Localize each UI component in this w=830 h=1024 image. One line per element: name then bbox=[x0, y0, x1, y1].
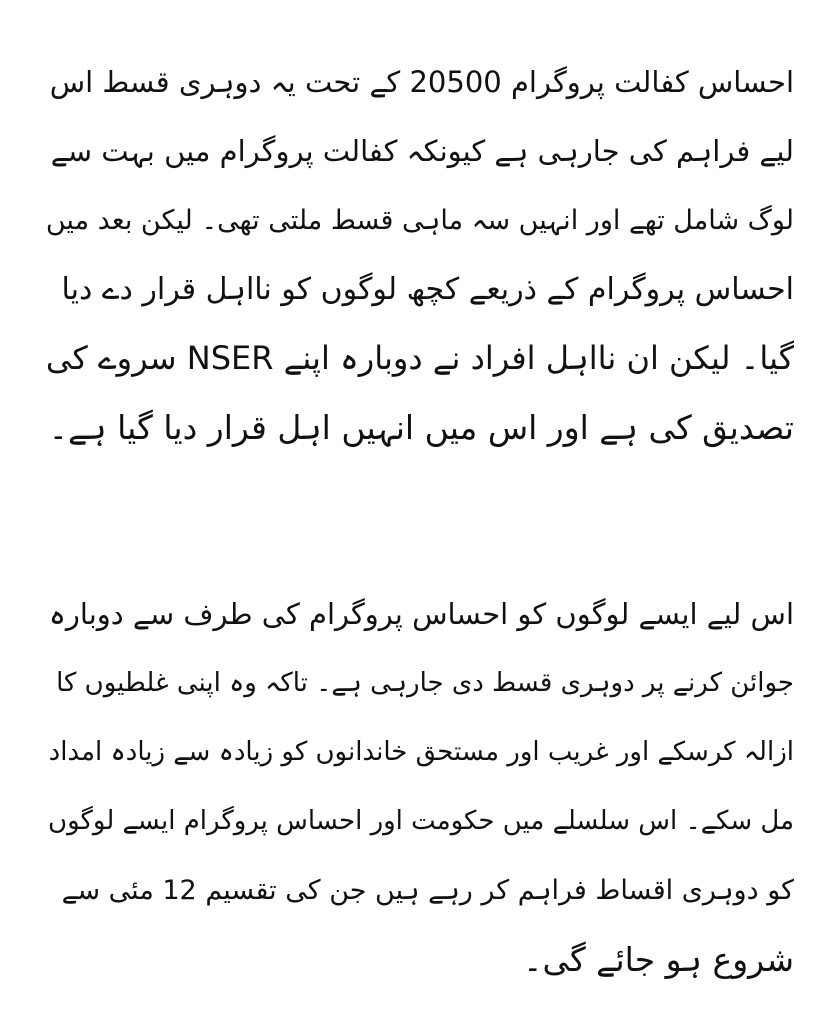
paragraph-line: احساس پروگرام کے ذریعے کچھ لوگوں کو نااہل قرار دے دیا bbox=[61, 272, 794, 307]
paragraph-line: جوائن کرنے پر دوہری قسط دی جارہی ہے۔ تاکہ وہ اپنی غلطیوں کا bbox=[56, 668, 794, 698]
paragraph-line: لوگ شامل تھے اور انہیں سہ ماہی قسط ملتی تھی۔ لیکن بعد میں bbox=[45, 205, 794, 236]
paragraph-line: تصدیق کی ہے اور اس میں انہیں اہل قرار دیا گیا ہے۔ bbox=[48, 408, 794, 447]
article-body bbox=[38, 48, 794, 994]
paragraph-line: لیے فراہم کی جارہی ہے کیونکہ کفالت پروگرام میں بہت سے bbox=[50, 134, 794, 168]
paragraph-2 bbox=[38, 580, 794, 994]
paragraph-line: کو دوہری اقساط فراہم کر رہے ہیں جن کی تقسیم 12 مئی سے bbox=[61, 875, 794, 906]
paragraph-line: مل سکے۔ اس سلسلے میں حکومت اور احساس پروگرام ایسے لوگوں bbox=[48, 806, 794, 836]
paragraph-line: احساس کفالت پروگرام 20500 کے تحت یہ دوہری قسط اس bbox=[49, 65, 794, 99]
paragraph-1 bbox=[38, 48, 794, 462]
paragraph-line: ازالہ کرسکے اور غریب اور مستحق خاندانوں کو زیادہ سے زیادہ امداد bbox=[48, 737, 794, 767]
paragraph-line: گیا۔ لیکن ان نااہل افراد نے دوبارہ اپنے NSER سروے کی bbox=[45, 339, 794, 377]
paragraph-line: اس لیے ایسے لوگوں کو احساس پروگرام کی طرف سے دوبارہ bbox=[48, 597, 794, 631]
paragraph-line: شروع ہو جائے گی۔ bbox=[523, 940, 794, 979]
